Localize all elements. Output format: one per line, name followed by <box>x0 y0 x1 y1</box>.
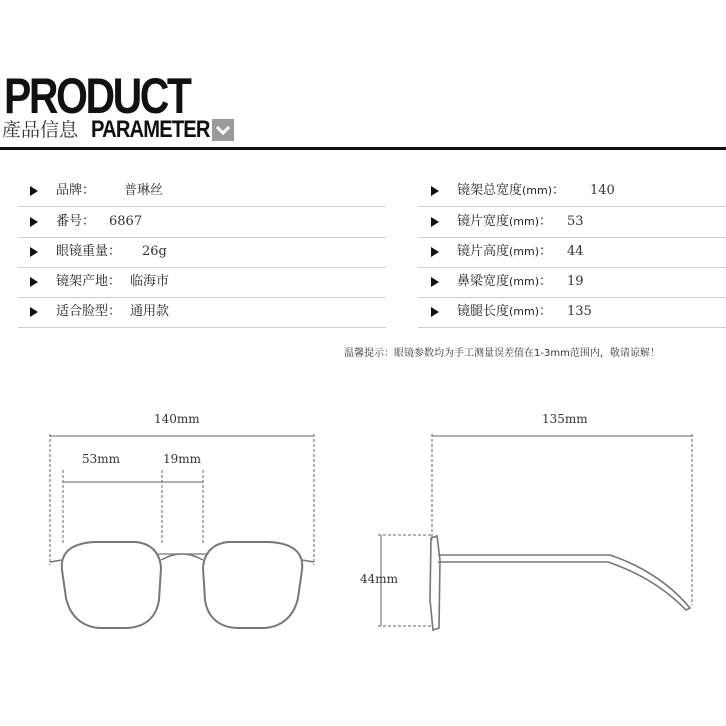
param-unit: (mm) <box>522 184 553 197</box>
param-value: 6867 <box>109 214 143 229</box>
param-value: 53 <box>567 214 584 229</box>
param-value: 26g <box>142 244 167 259</box>
param-label: 眼镜重量： <box>56 244 122 259</box>
param-sep: ： <box>539 274 553 289</box>
param-sep: ： <box>539 244 553 259</box>
param-value: 135 <box>567 304 592 319</box>
param-label-text: 镜片宽度 <box>457 214 510 229</box>
glasses-front-view <box>50 542 314 628</box>
param-value: 140 <box>590 183 615 198</box>
param-sep: ： <box>539 214 553 229</box>
glasses-side-view <box>430 536 690 630</box>
param-sep: ： <box>552 183 566 198</box>
param-sep: ： <box>539 304 553 319</box>
param-label: 番号： <box>56 214 96 229</box>
param-unit: (mm) <box>509 305 540 318</box>
param-unit: (mm) <box>509 215 540 228</box>
param-label-text: 镜片高度 <box>457 244 510 259</box>
temple-length-label: 135mm <box>542 412 588 426</box>
total-width-label: 140mm <box>154 412 200 426</box>
param-label: 品牌： <box>56 183 96 198</box>
param-unit: (mm) <box>509 275 540 288</box>
chinese-subtitle: 產品信息 <box>2 119 79 141</box>
param-label-text: 镜架总宽度 <box>457 183 523 198</box>
param-unit: (mm) <box>509 245 540 258</box>
parameter-title: PARAMETER <box>91 116 210 143</box>
measurement-notice: 温馨提示：眼镜参数均为手工测量误差值在1-3mm范围内，敬请谅解！ <box>344 348 660 359</box>
param-label: 镜架产地： <box>56 274 122 289</box>
product-title: PRODUCT <box>4 68 190 124</box>
bridge-width-label: 19mm <box>163 452 202 466</box>
param-value: 通用款 <box>130 304 170 319</box>
param-label-text: 镜腿长度 <box>457 304 510 319</box>
lens-height-label: 44mm <box>360 572 399 586</box>
param-value: 44 <box>567 244 584 259</box>
param-label: 适合脸型： <box>56 304 122 319</box>
param-value: 19 <box>567 274 584 289</box>
param-value: 普琳丝 <box>124 183 164 198</box>
param-label-text: 鼻梁宽度 <box>457 274 510 289</box>
param-value: 临海市 <box>130 274 170 289</box>
lens-width-label: 53mm <box>82 452 121 466</box>
